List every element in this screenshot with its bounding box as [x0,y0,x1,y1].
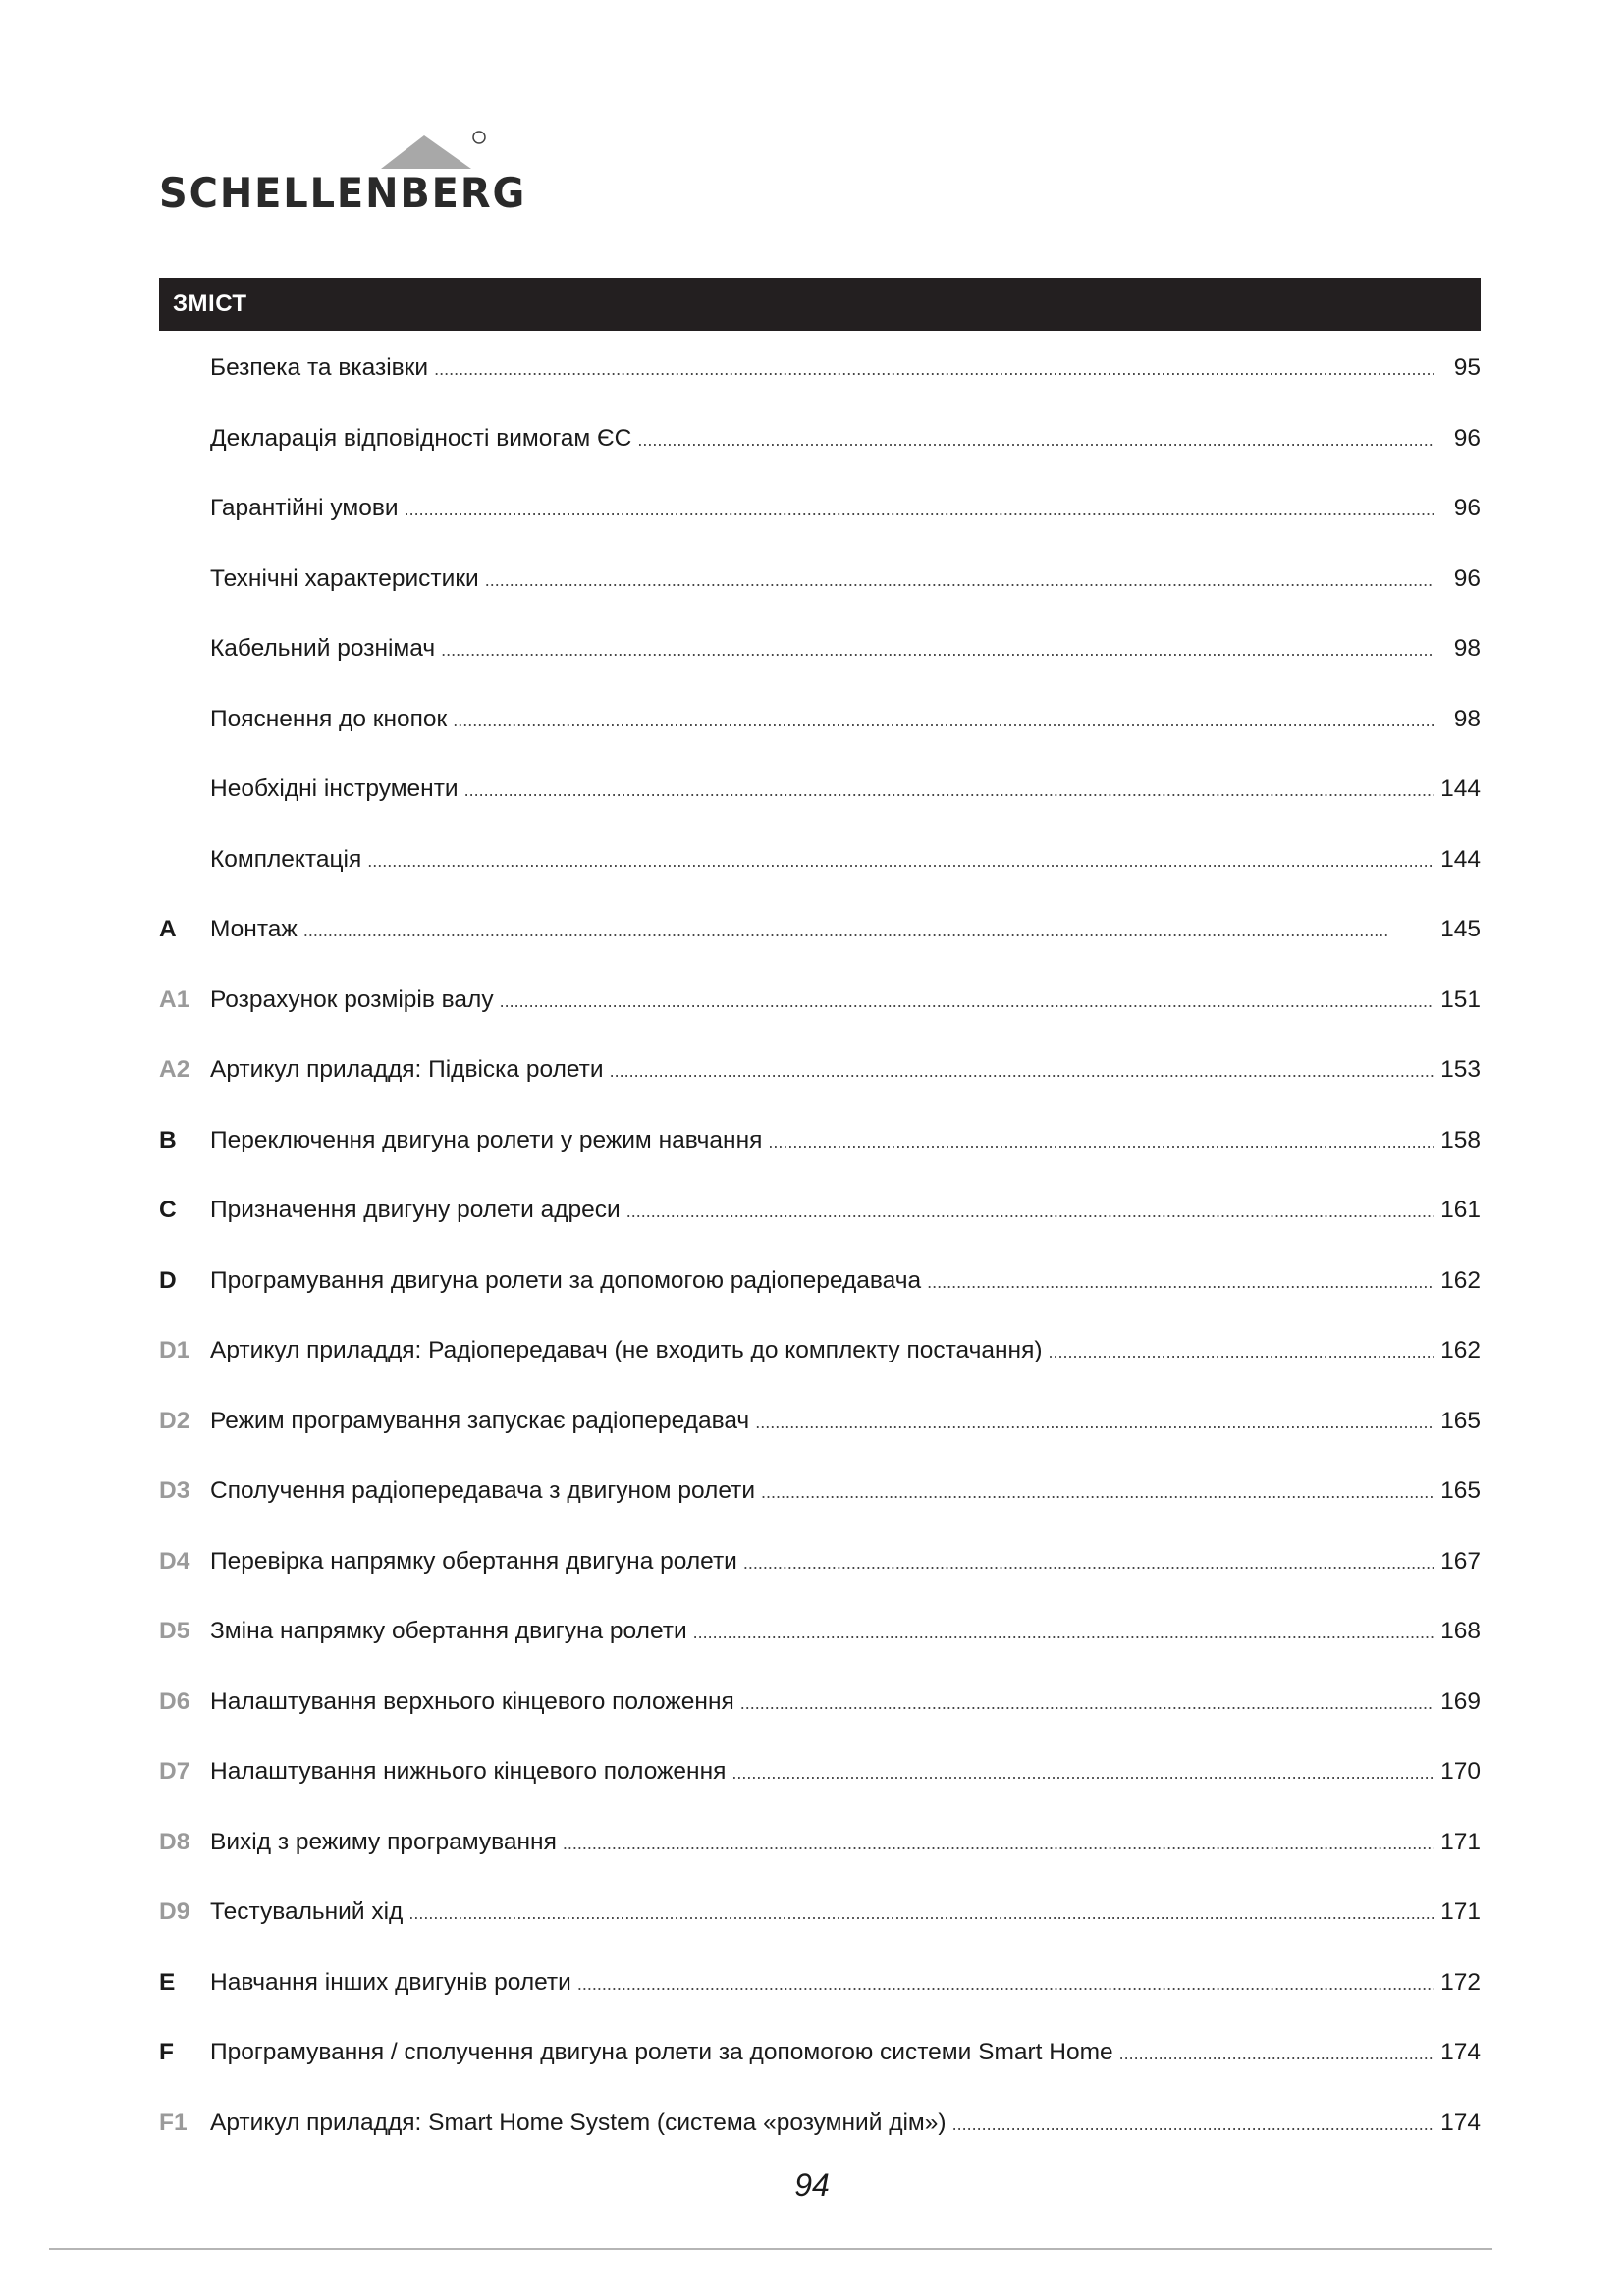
toc-entry [159,1191,1481,1261]
toc-entry [159,348,1481,419]
toc-entry-page: 98 [1453,635,1481,662]
toc-leader-dots [485,561,1434,600]
toc-entry-title: Технічні характеристики [210,564,479,592]
toc-entry-page: 174 [1440,2109,1481,2136]
toc-entry-label: D5 [159,1618,190,1644]
toc-entry-label: F [159,2039,174,2065]
toc-leader-dots [761,1472,1434,1512]
toc-entry-page: 158 [1440,1126,1481,1153]
toc-entry [159,1612,1481,1682]
toc-entry-page: 96 [1453,564,1481,592]
toc-entry-page: 96 [1453,495,1481,521]
brand-logo [159,130,527,228]
toc-entry-title: Артикул приладдя: Радіопередавач (не входить до комплекту постачання) [210,1337,1043,1363]
toc-entry-label: D3 [159,1477,190,1504]
toc-entry-title: Сполучення радіопередавача з двигуном ролети [210,1477,756,1504]
toc-entry-title: Тестувальний хід [210,1898,404,1925]
toc-entry-label: A1 [159,986,190,1013]
toc-entry-title: Зміна напрямку обертання двигуна ролети [210,1618,687,1644]
toc-entry [159,1542,1481,1613]
toc-leader-dots [303,911,1434,950]
toc-entry [159,1261,1481,1332]
toc-entry [159,1402,1481,1472]
toc-entry [159,419,1481,490]
toc-entry-title: Артикул приладдя: Підвіска ролети [210,1056,604,1083]
toc-entry-label: F1 [159,2109,188,2136]
toc-leader-dots [434,349,1434,389]
toc-leader-dots [952,2105,1434,2144]
toc-entry-page: 144 [1440,845,1481,873]
toc-entry-title: Переключення двигуна ролети у режим навчання [210,1126,763,1153]
toc-leader-dots [563,1824,1434,1863]
toc-entry-page: 98 [1453,705,1481,732]
toc-leader-dots [731,1753,1434,1792]
toc-entry-page: 96 [1453,424,1481,452]
toc-entry-title: Пояснення до кнопок [210,705,448,732]
footer-divider [49,2248,1492,2250]
toc-leader-dots [1049,1332,1434,1371]
toc-entry-label: A2 [159,1056,190,1083]
toc-entry-title: Кабельний рознімач [210,635,436,662]
brand-name: SCHELLENBERG [159,169,527,217]
toc-entry-label: A [159,916,177,942]
toc-entry-title: Безпека та вказівки [210,354,429,381]
toc-leader-dots [768,1122,1434,1161]
toc-leader-dots [626,1192,1434,1231]
toc-entry [159,1963,1481,2034]
toc-entry [159,1752,1481,1823]
toc-entry-page: 165 [1440,1477,1481,1504]
toc-entry [159,629,1481,700]
toc-entry-page: 174 [1440,2039,1481,2065]
toc-leader-dots [367,841,1434,881]
toc-entry-title: Режим програмування запускає радіопередавач [210,1407,750,1434]
toc-entry-page: 144 [1440,775,1481,802]
toc-entry-page: 145 [1440,916,1481,942]
toc-leader-dots [927,1262,1434,1302]
toc-leader-dots [453,701,1434,740]
toc-entry-title: Перевірка напрямку обертання двигуна ролети [210,1547,737,1575]
toc-entry-label: D9 [159,1898,190,1925]
toc-entry [159,1121,1481,1192]
toc-entry-title: Призначення двигуну ролети адреси [210,1197,621,1223]
toc-entry [159,910,1481,981]
toc-entry [159,1331,1481,1402]
toc-entry [159,489,1481,560]
toc-entry [159,700,1481,771]
toc-entry-page: 161 [1440,1197,1481,1223]
toc-entry-title: Вихід з режиму програмування [210,1828,557,1855]
toc-entry-label: D4 [159,1547,190,1575]
toc-entry-title: Розрахунок розмірів валу [210,986,494,1013]
toc-entry-page: 153 [1440,1056,1481,1083]
toc-entry-title: Необхідні інструменти [210,775,459,802]
toc-entry-label: E [159,1968,176,1996]
toc-leader-dots [500,982,1434,1021]
toc-leader-dots [577,1964,1434,2003]
toc-entry-page: 95 [1453,354,1481,381]
toc-entry-page: 162 [1440,1266,1481,1294]
toc-entry [159,1471,1481,1542]
toc-leader-dots [405,490,1434,529]
toc-entry [159,840,1481,911]
toc-entry-label: D7 [159,1758,190,1785]
toc-entry [159,1893,1481,1963]
toc-entry-page: 168 [1440,1618,1481,1644]
toc-entry [159,560,1481,630]
toc-entry-title: Налаштування верхнього кінцевого положення [210,1687,734,1715]
toc-entry-page: 171 [1440,1828,1481,1855]
toc-entry-label: D1 [159,1337,190,1363]
toc-leader-dots [408,1894,1434,1933]
table-of-contents [159,348,1481,2173]
toc-entry-page: 171 [1440,1898,1481,1925]
toc-leader-dots [610,1051,1434,1091]
toc-leader-dots [693,1613,1434,1652]
toc-leader-dots [441,630,1434,669]
page-number: 94 [794,2167,830,2203]
toc-entry-page: 172 [1440,1968,1481,1996]
toc-leader-dots [1119,2034,1434,2073]
toc-entry [159,1682,1481,1753]
toc-entry-label: D6 [159,1687,190,1715]
toc-entry-title: Гарантійні умови [210,495,399,521]
toc-entry-title: Монтаж [210,916,298,942]
toc-entry-label: D [159,1266,177,1294]
toc-entry-title: Навчання інших двигунів ролети [210,1968,571,1996]
toc-leader-dots [637,420,1434,459]
toc-entry [159,1823,1481,1894]
toc-entry-page: 165 [1440,1407,1481,1434]
toc-entry [159,1050,1481,1121]
toc-entry-title: Артикул приладдя: Smart Home System (система «розумний дім») [210,2109,947,2136]
toc-leader-dots [740,1683,1434,1723]
toc-entry-title: Комплектація [210,845,362,873]
toc-leader-dots [743,1543,1434,1582]
toc-leader-dots [464,771,1434,810]
toc-entry-label: D2 [159,1407,190,1434]
toc-entry-label: D8 [159,1828,190,1855]
toc-entry-title: Декларація відповідності вимогам ЄС [210,424,632,452]
toc-entry-page: 169 [1440,1687,1481,1715]
toc-leader-dots [755,1403,1434,1442]
toc-entry-label: B [159,1126,177,1153]
toc-entry-page: 162 [1440,1337,1481,1363]
toc-entry [159,770,1481,840]
toc-entry-page: 151 [1440,986,1481,1013]
toc-entry [159,2104,1481,2174]
toc-entry [159,2033,1481,2104]
toc-entry-label: C [159,1197,177,1223]
toc-entry-page: 167 [1440,1547,1481,1575]
toc-entry-title: Налаштування нижнього кінцевого положення [210,1758,727,1785]
toc-entry-page: 170 [1440,1758,1481,1785]
toc-header: ЗМІСТ [159,278,1481,331]
toc-entry-title: Програмування / сполучення двигуна ролети за допомогою системи Smart Home [210,2039,1113,2065]
toc-entry [159,981,1481,1051]
toc-entry-title: Програмування двигуна ролети за допомогою радіопередавача [210,1266,922,1294]
